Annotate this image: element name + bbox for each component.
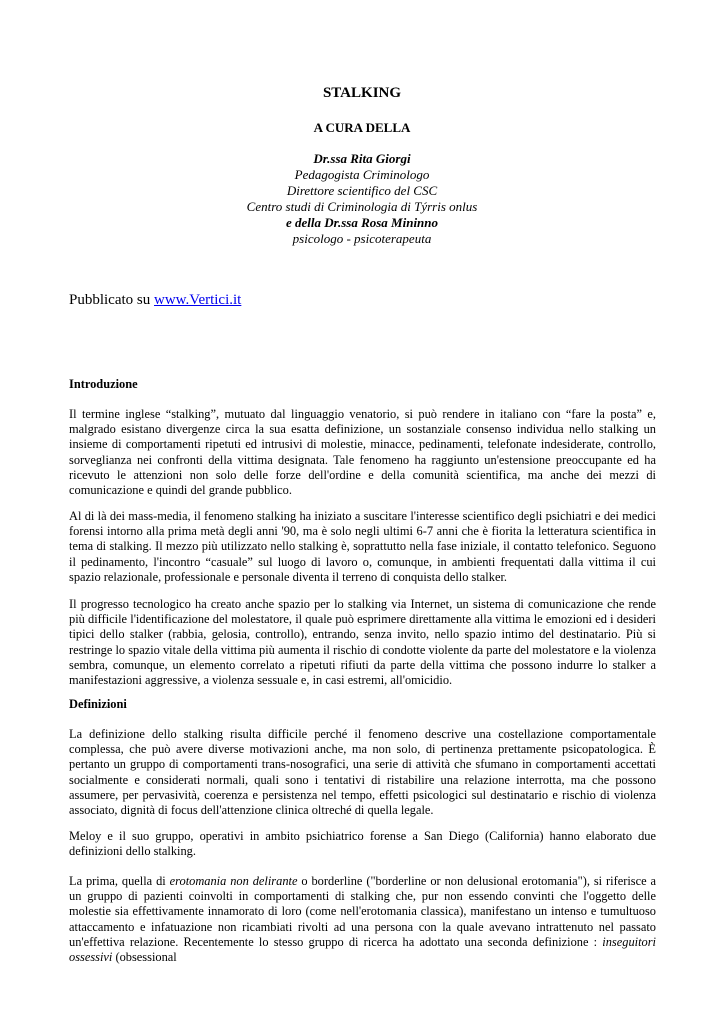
published-line [69, 292, 241, 309]
published-prefix: Pubblicato su [69, 292, 154, 308]
paragraph-text: Il termine inglese “stalking”, mutuato dal linguaggio venatorio, si può rendere in italiano con “fare la posta” e, malgrado esistano divergenze circa la sua esatta definizione, un sostanziale consenso individua nello stalking un insieme di comportamenti ripetuti ed intrusivi di molestie, minacce, pedinamenti, telefonate indesiderate, controllo, sorveglianza nei confronti della vittima designata. Tale fenomeno ha raggiunto un'estensione preoccupante ed ha ricevuto le attenzioni non solo delle forze dell'ordine e della comunità scientifica, ma anche dei mezzi di comunicazione e quindi del grande pubblico. [69, 407, 656, 498]
section-heading-introduzione [69, 377, 656, 392]
text-run: o borderline ("borderline or non delusional erotomania"), si riferisce a un gruppo di pazienti coinvolti in comportamenti di stalking che, pur non essendo convinti che l'oggetto delle molestie sia effettivamente innamorato di loro (come nell'erotomania classica), manifestano un intenso e tumultuoso attaccamento e infatuazione non ricambiati rivolti ad una persona con la quale avevano intrattenuto nel passato un'effettiva relazione. Recentemente lo stesso gruppo di ricerca ha adottato una seconda definizione : [69, 874, 657, 949]
paragraph-text: Il progresso tecnologico ha creato anche spazio per lo stalking via Internet, un sistema di comunicazione che rende più difficile l'identificazione del molestatore, il quale può esprimere direttamente alla vittima le emozioni ed i desideri tipici dello stalker (rabbia, gelosia, controllo), entrando, senza invito, nello spazio intimo del destinatario. Più si restringe lo spazio vitale della vittima più aumenta il rischio di condotte violente da parte del molestatore e la violenza sembra, comunque, un elemento correlato a ripetuti rifiuti da parte della vittima che possono indurre lo stalker a manifestazioni aggressive, a violenza sessuale e, in casi estremi, all'omicidio. [69, 597, 656, 688]
paragraph-def-1 [69, 727, 656, 818]
paragraph-text: Al di là dei mass-media, il fenomeno stalking ha iniziato a suscitare l'interesse scientifico degli psichiatri e dei medici forensi intorno alla prima metà degli anni '90, ma è solo negli ultimi 6-7 anni che è fiorita la letteratura scientifica in tema di stalking. Il mezzo più utilizzato nello stalking è, soprattutto nella fase iniziale, il contatto telefonico. Seguono il pedinamento, l'incontro “casuale” sul luogo di lavoro o, comunque, in ambienti frequentati dalla vittima il cui spazio relazionale, professionale e personale diventa il terreno di conquista dello stalker. [69, 509, 656, 584]
author-line-5: e della Dr.ssa Rosa Mininno [285, 215, 439, 230]
text-run: (obsessional [112, 950, 177, 965]
author-line-6: psicologo - psicoterapeuta [292, 231, 432, 246]
paragraph-intro-3 [69, 597, 656, 688]
paragraph-intro-2 [69, 509, 656, 585]
paragraph-intro-1 [69, 407, 656, 498]
author-line-1: Dr.ssa Rita Giorgi [313, 151, 411, 166]
heading-text: Introduzione [69, 377, 138, 391]
vertici-link[interactable]: www.Vertici.it [154, 292, 242, 308]
paragraph-text: Meloy e il suo gruppo, operativi in ambito psichiatrico forense a San Diego (California) hanno elaborato due definizioni dello stalking. [69, 829, 656, 859]
heading-text: Definizioni [69, 697, 127, 711]
author-line-3: Direttore scientifico del CSC [286, 183, 438, 198]
emphasis-text: erotomania non delirante [169, 874, 298, 888]
document-subtitle: A CURA DELLA [313, 120, 411, 135]
paragraph-text: La definizione dello stalking risulta difficile perché il fenomeno descrive una costellazione comportamentale complessa, che può avere diverse motivazioni anche, ma non solo, di pertinenza prettamente psicopatologica. È pertanto un gruppo di comportamenti trans-nosografici, una serie di attività che sfumano in comportamenti accettati socialmente e considerati normali, quali sono i tentativi di ristabilire una relazione interrotta, ma che possono assumere, per pervasività, coerenza e persistenza nel tempo, effetti psicologici sul destinatario e rischio di violenza associato, dignità di focus dell'attenzione clinica oltreché di quella legale. [69, 727, 656, 818]
section-heading-definizioni [69, 697, 656, 712]
document-title: STALKING [322, 85, 402, 101]
paragraph-def-3 [69, 874, 656, 965]
author-line-4: Centro studi di Criminologia di Týrris onlus [246, 199, 478, 214]
paragraph-text [69, 874, 656, 965]
text-run: La prima, quella di [69, 874, 170, 888]
paragraph-def-2 [69, 829, 656, 859]
author-block [0, 151, 724, 247]
author-line-2: Pedagogista Criminologo [294, 167, 430, 182]
emphasis-text: inseguitori ossessivi [69, 934, 656, 965]
